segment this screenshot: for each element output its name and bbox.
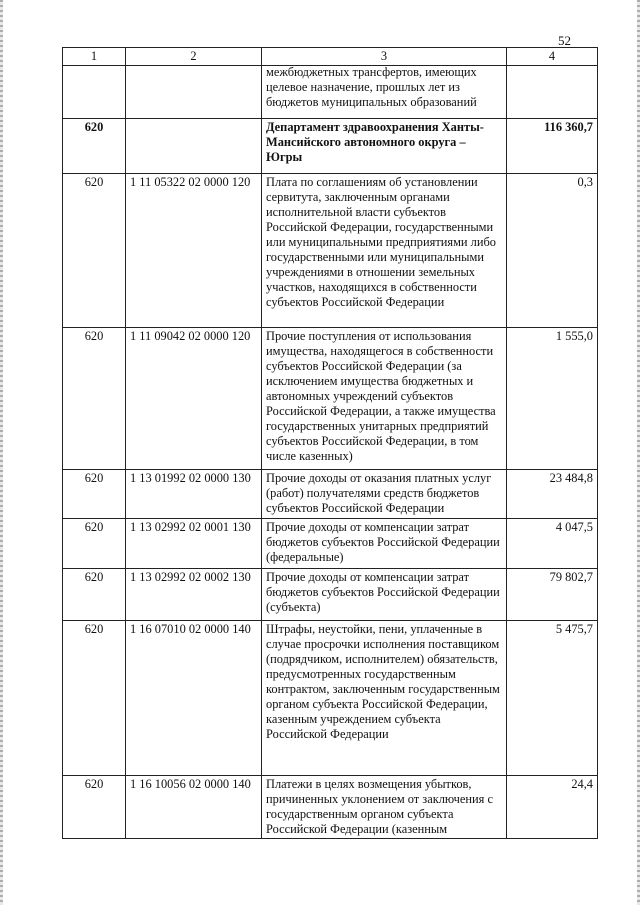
amount-cell: 1 555,0	[507, 328, 598, 470]
revenue-name-cell	[262, 66, 507, 119]
table-row	[63, 569, 598, 621]
admin-code-cell: 620	[63, 569, 126, 621]
admin-code-cell: 620	[63, 519, 126, 569]
revenue-name-cell: Плата по соглашениям об установлении сервитута, заключенным органами исполнительной власти субъектов Российской Федерации, государственными или муниципальными предприятиями либо государственными или муниципальными учреждениями в отношении земельных участков, находящихся в собственности субъектов Российской Федерации	[262, 174, 507, 328]
table-row	[63, 66, 598, 119]
budget-code-cell: 1 11 09042 02 0000 120	[126, 328, 262, 470]
column-header: 2	[126, 48, 262, 66]
admin-code-cell	[63, 66, 126, 119]
budget-code-cell: 1 13 02992 02 0002 130	[126, 569, 262, 621]
budget-code-cell: 1 16 07010 02 0000 140	[126, 621, 262, 776]
amount-cell: 5 475,7	[507, 621, 598, 776]
table-row	[63, 519, 598, 569]
revenue-name-cell: Прочие поступления от использования имущества, находящегося в собственности субъектов Российской Федерации (за исключением имущества бюджетных и автономных учреждений субъектов Российской Федерации, а также имущества государственных унитарных предприятий субъектов Российской Федерации, в том числе казенных)	[262, 328, 507, 470]
revenue-name-cell: Штрафы, неустойки, пени, уплаченные в случае просрочки исполнения поставщиком (подрядчиком, исполнителем) обязательств, предусмотренных государственным контрактом, заключенным государственным органом субъекта Российской Федерации, казенным учреждением субъекта Российской Федерации	[262, 621, 507, 776]
budget-code-cell: 1 16 10056 02 0000 140	[126, 776, 262, 839]
table-row	[63, 328, 598, 470]
amount-cell: 23 484,8	[507, 470, 598, 519]
amount-cell: 79 802,7	[507, 569, 598, 621]
admin-code-cell: 620	[63, 119, 126, 174]
revenue-table	[62, 47, 598, 839]
amount-cell: 0,3	[507, 174, 598, 328]
admin-code-cell: 620	[63, 776, 126, 839]
budget-code-cell	[126, 66, 262, 119]
admin-code-cell: 620	[63, 621, 126, 776]
revenue-name-cell: Платежи в целях возмещения убытков, причиненных уклонением от заключения с государственным органом субъекта Российской Федерации (казенным	[262, 776, 507, 839]
table-row	[63, 174, 598, 328]
amount-cell	[507, 66, 598, 119]
revenue-name-cell: Прочие доходы от компенсации затрат бюджетов субъектов Российской Федерации (федеральные)	[262, 519, 507, 569]
admin-code-cell: 620	[63, 174, 126, 328]
revenue-name-cell: Прочие доходы от компенсации затрат бюджетов субъектов Российской Федерации (субъекта)	[262, 569, 507, 621]
budget-code-cell: 1 13 01992 02 0000 130	[126, 470, 262, 519]
amount-cell: 24,4	[507, 776, 598, 839]
amount-cell: 4 047,5	[507, 519, 598, 569]
page-number: 52	[558, 33, 571, 48]
revenue-name-text: межбюджетных трансфертов, имеющих целевое назначение, прошлых лет из бюджетов муниципальных образований	[266, 65, 477, 109]
budget-code-cell: 1 11 05322 02 0000 120	[126, 174, 262, 328]
table-row	[63, 776, 598, 839]
column-header: 4	[507, 48, 598, 66]
column-header: 3	[262, 48, 507, 66]
table-row	[63, 621, 598, 776]
amount-cell: 116 360,7	[507, 119, 598, 174]
revenue-name-cell: Прочие доходы от оказания платных услуг (работ) получателями средств бюджетов субъектов Российской Федерации	[262, 470, 507, 519]
budget-code-cell	[126, 119, 262, 174]
table-header-row	[63, 48, 598, 66]
table-row-department	[63, 119, 598, 174]
table-row	[63, 470, 598, 519]
scan-edge-left	[0, 0, 3, 905]
department-name-cell: Департамент здравоохранения Ханты-Мансийского автономного округа – Югры	[262, 119, 507, 174]
column-header: 1	[63, 48, 126, 66]
budget-code-cell: 1 13 02992 02 0001 130	[126, 519, 262, 569]
admin-code-cell: 620	[63, 470, 126, 519]
admin-code-cell: 620	[63, 328, 126, 470]
